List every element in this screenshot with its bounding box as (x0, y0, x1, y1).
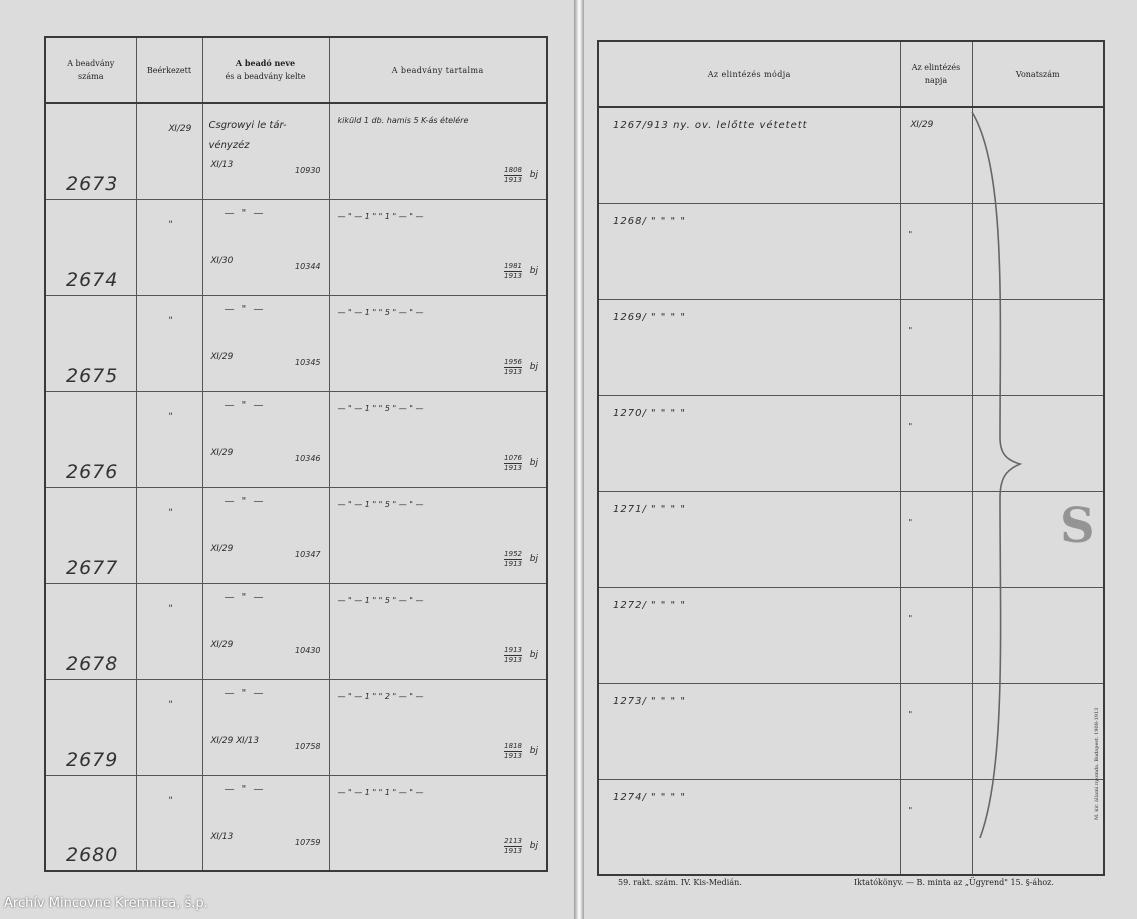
sender-name-line: vényzéz (208, 140, 250, 151)
content-text: — " — 1 " " 1 " — " — (337, 211, 424, 221)
received-date: " (168, 795, 173, 806)
ledger-row (598, 587, 1104, 683)
content-cell (329, 295, 547, 391)
ledger-row (598, 395, 1104, 491)
fraction-bottom: 1913 (504, 463, 522, 472)
left-ledger-table (44, 36, 548, 872)
method-text: 1272/ " " " " (613, 599, 686, 611)
file-fraction (504, 261, 538, 281)
sender-name (225, 400, 266, 411)
sender-cell (202, 391, 329, 487)
resolved-date: " (908, 613, 913, 623)
ledger-row (598, 491, 1104, 587)
sender-name (225, 592, 266, 603)
received-cell (136, 199, 202, 295)
received-cell (136, 775, 202, 871)
file-fraction (504, 837, 538, 856)
file-fraction (504, 741, 538, 761)
ledger-row (45, 679, 547, 775)
fraction-bottom: 1913 (504, 655, 522, 664)
resolved-date-cell (900, 395, 972, 491)
sender-date: Ⅺ/29 (210, 447, 234, 458)
ledger-row (45, 487, 547, 583)
entry-number: 2675 (66, 364, 119, 387)
resolved-date: " (908, 709, 913, 719)
header-received: Beérkezett (136, 37, 202, 103)
fraction-bottom: 1913 (504, 847, 522, 855)
ledger-row (598, 107, 1104, 203)
sender-name-line: — " — (224, 783, 266, 795)
resolved-date: " (908, 229, 913, 239)
content-text: — " — 1 " " 5 " — " — (337, 595, 424, 605)
fraction-bottom: 1913 (504, 559, 522, 568)
sender-ref: 10347 (295, 549, 321, 559)
resolved-date-cell (900, 587, 972, 683)
sender-date: Ⅺ/29 (210, 639, 234, 650)
book-gutter (574, 0, 584, 919)
method-text: 1268/ " " " " (613, 215, 686, 227)
sender-name (225, 784, 266, 795)
content-cell (329, 583, 547, 679)
received-cell (136, 583, 202, 679)
received-date: " (168, 507, 173, 518)
ledger-row (45, 775, 547, 871)
method-text: 1269/ " " " " (613, 311, 686, 323)
resolved-date: " (908, 517, 913, 527)
footer-right: Iktatókönyv. — B. minta az „Ügyrend" 15. §-ához. (854, 878, 1054, 887)
sender-date: Ⅺ/13 (210, 831, 234, 842)
entry-number: 2679 (66, 748, 119, 771)
received-date: Ⅺ/29 (168, 124, 192, 134)
ledger-row (598, 779, 1104, 875)
resolved-date-cell (900, 299, 972, 395)
ledger-row (45, 103, 547, 199)
resolved-date-cell (900, 491, 972, 587)
method-text: 1274/ " " " " (613, 791, 686, 803)
entry-number-cell (45, 199, 136, 295)
received-date: " (168, 315, 173, 326)
sender-cell (202, 103, 329, 199)
sender-cell (202, 775, 329, 871)
ledger-row (598, 299, 1104, 395)
content-cell (329, 487, 547, 583)
sender-ref: 10344 (295, 261, 321, 271)
entry-number: 2677 (66, 556, 119, 579)
resolved-date-cell (900, 779, 972, 875)
sender-cell (202, 199, 329, 295)
sender-name-line: — " — (224, 591, 266, 603)
sender-ref: 10346 (295, 453, 321, 463)
sender-date: Ⅺ/29 Ⅺ/13 (210, 735, 260, 746)
entry-number-cell (45, 295, 136, 391)
resolved-date: Ⅺ/29 (910, 120, 934, 130)
entry-number: 2676 (66, 460, 119, 483)
ledger-row (598, 203, 1104, 299)
sender-ref: 10759 (295, 837, 321, 847)
file-fraction (504, 165, 538, 185)
fraction-top: 1981 (504, 261, 522, 270)
fraction-bottom: 1913 (504, 367, 522, 376)
fraction-top: 1818 (504, 741, 522, 750)
sender-name (225, 208, 266, 219)
archive-watermark: Archív Mincovne Kremnica, š.p. (4, 896, 208, 911)
sender-cell (202, 295, 329, 391)
fraction-suffix: bj (529, 169, 538, 180)
fraction-bottom: 1913 (504, 271, 522, 280)
received-date: " (168, 603, 173, 614)
ledger-row (45, 199, 547, 295)
method-cell (598, 491, 900, 587)
entry-number-cell (45, 487, 136, 583)
sender-ref: 10758 (295, 741, 321, 751)
entry-number-cell (45, 391, 136, 487)
content-text: — " — 1 " " 5 " — " — (337, 499, 424, 509)
received-cell (136, 391, 202, 487)
fraction-top: 1076 (504, 453, 522, 462)
entry-number-cell (45, 679, 136, 775)
resolved-date-cell (900, 683, 972, 779)
stamp-letter: S (1060, 498, 1095, 554)
file-fraction (504, 357, 538, 377)
received-cell (136, 295, 202, 391)
ledger-row (45, 583, 547, 679)
entry-number: 2674 (66, 268, 119, 291)
fraction-top: 1952 (504, 549, 522, 558)
fraction-top: 1956 (504, 357, 522, 366)
content-text: — " — 1 " " 5 " — " — (337, 307, 424, 317)
fraction-top: 1913 (504, 645, 522, 654)
header-resolved-date: Az elintézés napja (900, 41, 972, 107)
fraction-suffix: bj (529, 841, 538, 851)
received-cell (136, 103, 202, 199)
sender-date: Ⅺ/30 (210, 255, 234, 266)
method-text: 1273/ " " " " (613, 695, 686, 707)
header-content: A beadvány tartalma (329, 37, 547, 103)
entry-number-cell (45, 775, 136, 871)
fraction-suffix: bj (529, 361, 538, 372)
file-fraction (504, 645, 538, 665)
received-cell (136, 487, 202, 583)
entry-number: 2673 (66, 172, 119, 195)
sender-date: Ⅺ/29 (210, 543, 234, 554)
method-cell (598, 779, 900, 875)
header-method: Az elintézés módja (598, 41, 900, 107)
content-cell (329, 775, 547, 871)
sender-cell (202, 583, 329, 679)
method-text: 1270/ " " " " (613, 407, 686, 419)
content-text: — " — 1 " " 2 " — " — (337, 691, 424, 701)
fraction-suffix: bj (529, 457, 538, 468)
sender-name (209, 116, 287, 156)
method-cell (598, 683, 900, 779)
right-ledger-table (597, 40, 1105, 876)
ledger-row (45, 295, 547, 391)
content-cell (329, 679, 547, 775)
header-number: A beadvány száma (45, 37, 136, 103)
sender-name (225, 304, 266, 315)
fraction-suffix: bj (529, 553, 538, 564)
content-cell (329, 391, 547, 487)
footer-left: 59. rakt. szám. IV. Kis-Medián. (618, 878, 742, 887)
resolved-date: " (908, 421, 913, 431)
sender-ref: 10930 (295, 166, 321, 175)
fraction-suffix: bj (529, 265, 538, 276)
resolved-date-cell (900, 107, 972, 203)
sender-name (225, 496, 266, 507)
file-fraction (504, 453, 538, 473)
file-fraction (504, 549, 538, 569)
side-imprint: M. kir. állami nyomda. Budapest. 1908-1913 (1094, 707, 1100, 820)
resolved-date: " (908, 325, 913, 335)
sender-date: Ⅺ/13 (210, 160, 234, 170)
fraction-bottom: 1913 (504, 751, 522, 760)
method-cell (598, 587, 900, 683)
fraction-top: 2113 (504, 837, 522, 845)
resolved-date-cell (900, 203, 972, 299)
sender-ref: 10345 (295, 357, 321, 367)
sender-name-line: Csgrowyi le tár- (208, 120, 287, 131)
received-date: " (168, 411, 173, 422)
content-text: — " — 1 " " 1 " — " — (337, 787, 424, 797)
method-cell (598, 203, 900, 299)
header-sender: A beadó neve és a beadvány kelte (202, 37, 329, 103)
method-text: 1271/ " " " " (613, 503, 686, 515)
entry-number-cell (45, 583, 136, 679)
sender-name-line: — " — (224, 495, 266, 507)
sender-name (225, 688, 266, 699)
header-ref: Vonatszám (972, 41, 1104, 107)
sender-cell (202, 679, 329, 775)
fraction-top: 1808 (504, 165, 522, 174)
received-date: " (168, 699, 173, 710)
sender-ref: 10430 (295, 645, 321, 655)
received-cell (136, 679, 202, 775)
received-date: " (168, 219, 173, 230)
content-text: kiküld 1 db. hamis 5 K-ás ételére (337, 116, 469, 125)
resolved-date: " (908, 805, 913, 815)
content-text: — " — 1 " " 5 " — " — (337, 403, 424, 413)
content-cell (329, 199, 547, 295)
entry-number: 2680 (66, 844, 119, 866)
fraction-suffix: bj (529, 649, 538, 660)
sender-name-line: — " — (224, 399, 266, 411)
brace-mark (966, 108, 1026, 848)
fraction-bottom: 1913 (504, 175, 522, 184)
method-cell (598, 395, 900, 491)
entry-number-cell (45, 103, 136, 199)
method-text: 1267/913 ny. ov. lelőtte vétetett (613, 120, 808, 131)
sender-cell (202, 487, 329, 583)
method-cell (598, 299, 900, 395)
sender-name-line: — " — (224, 207, 266, 219)
ledger-row (45, 391, 547, 487)
ledger-row (598, 683, 1104, 779)
fraction-suffix: bj (529, 745, 538, 756)
sender-name-line: — " — (224, 687, 266, 699)
sender-date: Ⅺ/29 (210, 351, 234, 362)
sender-name-line: — " — (224, 303, 266, 315)
entry-number: 2678 (66, 652, 119, 675)
method-cell (598, 107, 900, 203)
content-cell (329, 103, 547, 199)
